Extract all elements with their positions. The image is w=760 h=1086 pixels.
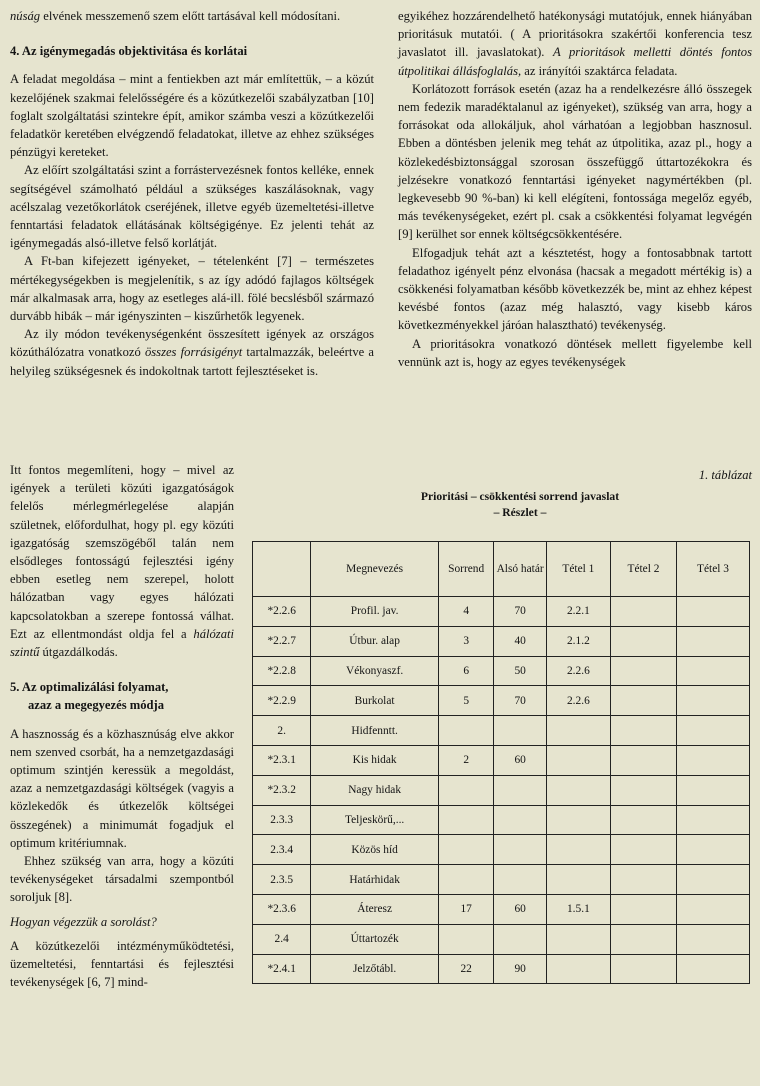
table-cell: [546, 924, 610, 954]
table-cell: 2.4: [253, 924, 311, 954]
right-paragraph-3: Elfogadjuk tehát azt a késztetést, hogy a fontosabbnak tartott feladathoz igényelt pénz elvonása (hacsak a megadott mértékig is) a csökkenési folyamatban később következzék be, mint az ehhez képest kevésbé fontos (azaz még halasztó, vagy kisebb káros következményekkel járóan halasztható) tevékenység.: [398, 245, 752, 333]
table-cell: 2.3.3: [253, 805, 311, 835]
table-cell: Burkolat: [311, 686, 439, 716]
question-subheading: Hogyan végezzük a sorolást?: [10, 914, 157, 929]
paragraph-2: Az előírt szolgáltatási szint a forrástervezésnek fontos kelléke, ennek segítségével számolható például a szükséges kaszálásoknak, vagy acélszalag vezetőkorlátok cseréjének, illetve egyéb üzemeltetési-illetve fenntartási feladatok ellátásának költségigénye. Ez jelenti tehát az igénymegadás alsó-illetve felső korlátját.: [10, 163, 374, 251]
intro-paragraph: núság elvének messzemenő szem előtt tartásával kell módosítani.: [10, 9, 341, 23]
paragraph-7: Ehhez szükség van arra, hogy a közúti tevékenységeket társadalmi szempontból soroljuk [8].: [10, 854, 234, 905]
table-row: [253, 954, 750, 984]
table-row: [253, 805, 750, 835]
table-cell: [610, 805, 676, 835]
table-cell: [546, 835, 610, 865]
table-cell: [677, 656, 750, 686]
table-cell: [438, 865, 494, 895]
table-cell: Útbur. alap: [311, 626, 439, 656]
header-cell: Alsó határ: [494, 542, 546, 597]
table-row: [253, 835, 750, 865]
table-cell: *2.2.8: [253, 656, 311, 686]
table-cell: *2.3.2: [253, 775, 311, 805]
table-header-row: [253, 542, 750, 597]
table-cell: Közös híd: [311, 835, 439, 865]
table-cell: 22: [438, 954, 494, 984]
table-cell: 6: [438, 656, 494, 686]
table-cell: [610, 745, 676, 775]
table-cell: [610, 656, 676, 686]
table-cell: [438, 805, 494, 835]
table-cell: 70: [494, 686, 546, 716]
table-cell: [610, 894, 676, 924]
table-cell: 40: [494, 626, 546, 656]
table-label: 1. táblázat: [698, 468, 752, 482]
table-cell: 2.3.5: [253, 865, 311, 895]
table-cell: [610, 716, 676, 746]
header-cell: Tétel 2: [610, 542, 676, 597]
table-cell: Teljeskörű,...: [311, 805, 439, 835]
table-cell: [677, 805, 750, 835]
table-row: [253, 775, 750, 805]
table-cell: [677, 686, 750, 716]
header-cell: Tétel 3: [677, 542, 750, 597]
section-5-heading: 5. Az optimalizálási folyamat, azaz a megegyezés módja: [10, 680, 169, 713]
table-cell: [438, 775, 494, 805]
table-cell: *2.2.9: [253, 686, 311, 716]
table-cell: [610, 597, 676, 627]
right-paragraph-1: egyikéhez hozzárendelhető hatékonysági mutatójuk, ennek hiányában prioritásuk mutatói. ( A prioritásokra szakértői konferencia tesz javaslatot ill. javaslatokat). A prioritások melletti döntés fontos útpolitikai állásfoglalás, az irányítói szaktárca feladata.: [398, 9, 752, 78]
paragraph-1: A feladat megoldása – mint a fentiekben azt már említettük, – a közút kezelőjének szakmai felelősségére és a közútkezelői szabályzatban [10] foglalt szolgáltatási szintekre épít, amikor számba veszi a közútkezelői feladatkör keretében elvégzendő feladatokat, illetve az ehhez szükséges pénzügyi kereteket.: [10, 72, 374, 160]
table-cell: [677, 775, 750, 805]
table-cell: [546, 865, 610, 895]
table-cell: [677, 954, 750, 984]
table-cell: 5: [438, 686, 494, 716]
table-cell: [677, 924, 750, 954]
table-cell: [546, 805, 610, 835]
table-cell: 2.3.4: [253, 835, 311, 865]
table-cell: [677, 894, 750, 924]
table-row: [253, 924, 750, 954]
table-cell: 70: [494, 597, 546, 627]
header-cell: Sorrend: [438, 542, 494, 597]
left-column-narrow: [10, 461, 234, 991]
table-cell: Profil. jav.: [311, 597, 439, 627]
table-cell: 2.2.1: [546, 597, 610, 627]
paragraph-6: A hasznosság és a közhasznúság elve akkor nem szenved csorbát, ha a nemzetgazdasági optimum szintjén keressük a megoldást, azaz a nemzetgazdasági költségek (vagyis a közlekedők és útkezelők költségei összegének) a minimumát fogadjuk el optimum kritériumnak.: [10, 726, 234, 850]
table-cell: Jelzőtábl.: [311, 954, 439, 984]
table-cell: 50: [494, 656, 546, 686]
table-cell: [610, 835, 676, 865]
table-cell: Hidfenntt.: [311, 716, 439, 746]
table-row: [253, 865, 750, 895]
table-cell: [610, 686, 676, 716]
table-cell: [677, 626, 750, 656]
table-row: [253, 656, 750, 686]
table-cell: 2: [438, 745, 494, 775]
table-cell: Kis hidak: [311, 745, 439, 775]
table-cell: Nagy hidak: [311, 775, 439, 805]
table-cell: [546, 954, 610, 984]
table-cell: [677, 865, 750, 895]
table-cell: [438, 924, 494, 954]
table-cell: *2.3.6: [253, 894, 311, 924]
table-row: [253, 686, 750, 716]
table-cell: [677, 716, 750, 746]
table-cell: 60: [494, 745, 546, 775]
header-cell: Tétel 1: [546, 542, 610, 597]
table-cell: Határhidak: [311, 865, 439, 895]
table-cell: [610, 954, 676, 984]
table-cell: [438, 716, 494, 746]
table-cell: [494, 865, 546, 895]
table-row: [253, 626, 750, 656]
table-row: [253, 716, 750, 746]
section-4-heading: 4. Az igénymegadás objektivitása és korlátai: [10, 44, 248, 59]
header-cell: [253, 542, 311, 597]
table-cell: 2.2.6: [546, 656, 610, 686]
table-cell: [494, 716, 546, 746]
paragraph-8: A közútkezelői intézményműködtetési, üzemeltetési, fenntartási és fejlesztési tevékenységek [6, 7] mind-: [10, 938, 234, 990]
table-cell: [494, 775, 546, 805]
table-cell: [438, 835, 494, 865]
table-cell: *2.3.1: [253, 745, 311, 775]
table-cell: [546, 775, 610, 805]
table-cell: Úttartozék: [311, 924, 439, 954]
header-cell: Megnevezés: [311, 542, 439, 597]
table-cell: [546, 745, 610, 775]
table-cell: [610, 626, 676, 656]
left-column-top: [10, 7, 374, 380]
table-cell: [677, 745, 750, 775]
table-cell: Vékonyaszf.: [311, 656, 439, 686]
table-cell: [610, 924, 676, 954]
paragraph-4: Az ily módon tevékenységenként összesített igények az országos közúthálózatra vonatkozó összes forrásigényt tartalmazzák, beleértve a helyileg szükségesnek és indokoltnak tartott fejlesztéseket is.: [10, 327, 374, 378]
table-cell: [494, 805, 546, 835]
right-paragraph-2: Korlátozott források esetén (azaz ha a rendelkezésre álló összegek nem fedezik maradéktalanul az igényeket), szükség van arra, hogy a forrásokat oda allokáljuk, ahol várhatóan a legjobban hasznosul. Ebben a döntésben jelenik meg tehát az útpolitika, azaz pl., hogy a közlekedésbiztonsággal szorosan összefüggő úttartozékokra és jelzésekre vonatkozó fenntartási igényeket nagymértékben (pl. legkevesebb 90 %-ban) ki kell elégíteni, fontossága megelőz egyéb, más tevékenységeket, ezért pl. csak a csökkentési folyamat legvégén [9] kerülhet sor ennek költségcsökkentésére.: [398, 81, 752, 242]
priority-table: [252, 541, 750, 984]
table-body: [253, 597, 750, 984]
table-cell: [494, 835, 546, 865]
paragraph-3: A Ft-ban kifejezett igényeket, – tételenként [7] – természetes mértékegységekben is megjelenítik, s az így adódó fajlagos költségek már alkalmasak arra, hogy az esetleges alá-ill. fölé becslésből származó durvább hibák – már igényszinten – kiszűrhetők legyenek.: [10, 254, 374, 324]
table-cell: [677, 835, 750, 865]
paragraph-5: Itt fontos megemlíteni, hogy – mivel az igények a területi közúti igazgatóságok felelős mérlegmérlegelése alapján születnek, előfordulhat, hogy pl. egy közúti igazgatóság szemszögéből talán nem elsődleges fontosságú fejlesztési igény ebben esetleg nem szerepel, holott hálózatban vagy egyes hálózati kapcsolatokban a szerepe fontossá válhat. Ezt az ellentmondást oldja fel a hálózati szintű útgazdálkodás.: [10, 463, 234, 660]
table-cell: 2.1.2: [546, 626, 610, 656]
table-row: [253, 597, 750, 627]
right-column: [398, 7, 752, 371]
table-cell: [677, 597, 750, 627]
table-cell: *2.4.1: [253, 954, 311, 984]
table-row: [253, 745, 750, 775]
table-row: [253, 894, 750, 924]
table-cell: Áteresz: [311, 894, 439, 924]
table-cell: 2.: [253, 716, 311, 746]
table-cell: [610, 865, 676, 895]
right-paragraph-4: A prioritásokra vonatkozó döntések mellett figyelembe kell vennünk azt is, hogy az egyes tevékenységek: [398, 336, 752, 369]
table-cell: 90: [494, 954, 546, 984]
table-cell: [494, 924, 546, 954]
table-cell: 1.5.1: [546, 894, 610, 924]
table-cell: [546, 716, 610, 746]
table-cell: 2.2.6: [546, 686, 610, 716]
table-cell: *2.2.6: [253, 597, 311, 627]
table-cell: 3: [438, 626, 494, 656]
table-title: Prioritási – csökkentési sorrend javaslat – Részlet –: [420, 490, 620, 519]
table-cell: *2.2.7: [253, 626, 311, 656]
table-cell: [610, 775, 676, 805]
table-cell: 60: [494, 894, 546, 924]
table-cell: 4: [438, 597, 494, 627]
table-cell: 17: [438, 894, 494, 924]
